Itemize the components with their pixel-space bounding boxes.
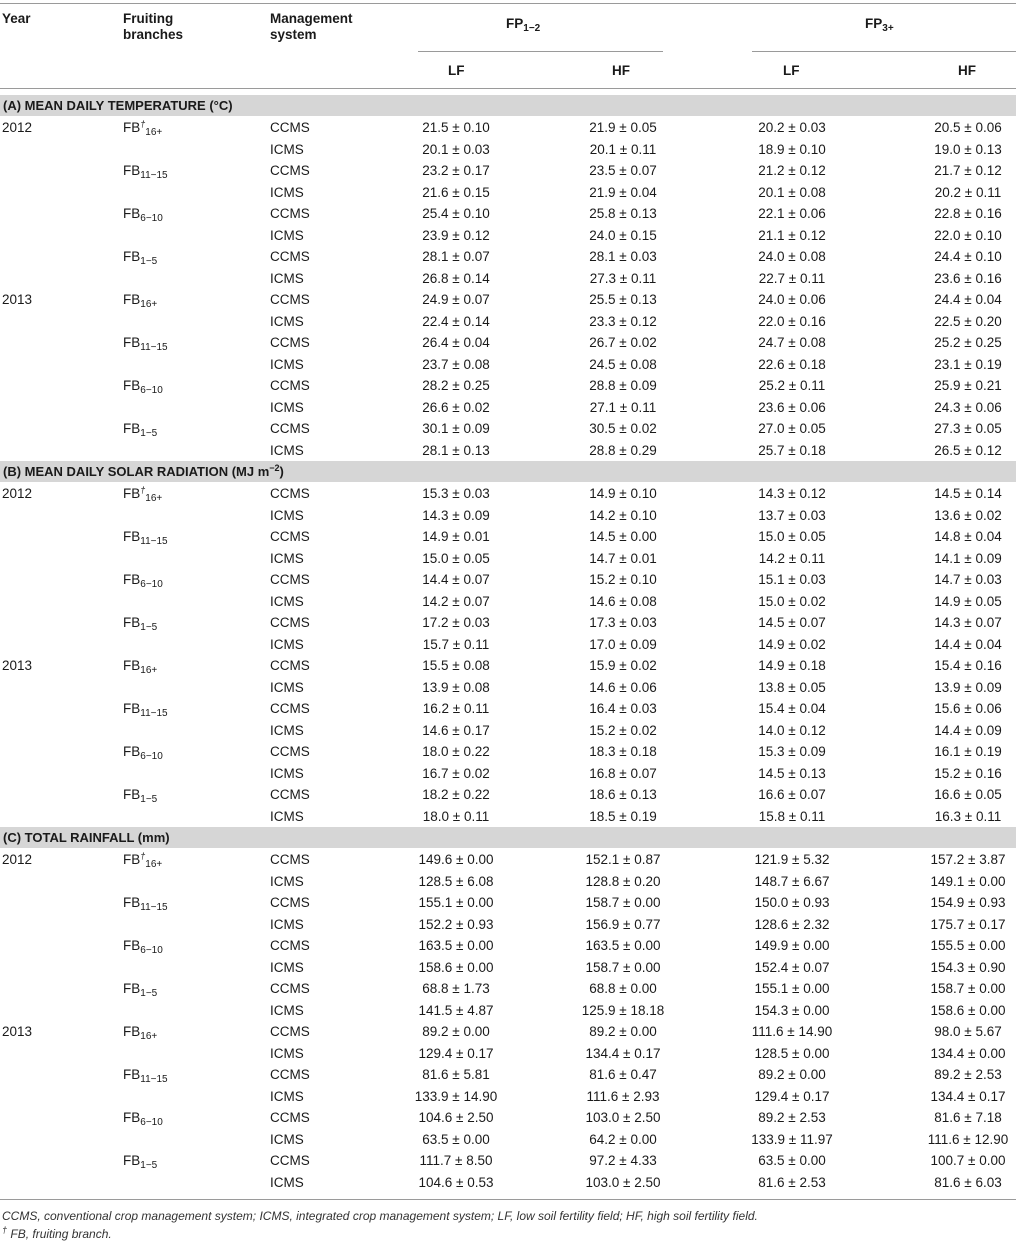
value-cell: 14.1 ± 0.09 [934, 550, 1002, 566]
value-cell: 24.7 ± 0.08 [758, 335, 826, 350]
value-cell: 21.5 ± 0.10 [422, 120, 490, 135]
value-cell: 14.4 ± 0.07 [422, 572, 490, 587]
fp12-header: $FP_{1-2}$ [506, 16, 541, 34]
management-system-cell: ICMS [270, 507, 304, 523]
value-cell: 27.3 ± 0.05 [934, 421, 1002, 436]
management-system-cell: CCMS [270, 615, 310, 630]
value-cell: 13.7 ± 0.03 [758, 507, 826, 523]
management-system-cell: ICMS [270, 1088, 304, 1104]
value-cell: 28.8 ± 0.09 [589, 378, 657, 393]
value-cell: 14.5 ± 0.00 [589, 529, 657, 544]
value-cell: 18.6 ± 0.13 [589, 787, 657, 802]
year-cell: 2013 [2, 658, 33, 673]
management-system-cell: CCMS [270, 1067, 310, 1082]
management-system-cell: CCMS [270, 938, 310, 953]
value-cell: 22.6 ± 0.18 [758, 356, 826, 372]
section-title: (C) TOTAL RAINFALL (mm) [3, 830, 170, 845]
management-system-cell: CCMS [270, 529, 310, 544]
fruiting-branch-cell: $FB_{1-5}$ [123, 787, 158, 805]
value-cell: 23.5 ± 0.07 [589, 163, 657, 178]
value-cell: 152.4 ± 0.07 [754, 959, 830, 975]
value-cell: 149.6 ± 0.00 [418, 852, 494, 867]
value-cell: 98.0 ± 5.67 [934, 1024, 1002, 1039]
value-cell: 89.2 ± 0.00 [758, 1067, 826, 1082]
value-cell: 13.9 ± 0.08 [422, 679, 490, 695]
fruiting-branch-cell: $FB_{6-10}$ [123, 1110, 163, 1128]
value-cell: 158.7 ± 0.00 [585, 895, 661, 910]
lf-header-2: LF [783, 63, 800, 78]
value-cell: 81.6 ± 2.53 [758, 1174, 826, 1190]
value-cell: 15.6 ± 0.06 [934, 701, 1002, 716]
value-cell: 28.1 ± 0.13 [422, 442, 490, 458]
section-header [0, 827, 1016, 848]
management-system-cell: ICMS [270, 1174, 304, 1190]
management-system-cell: CCMS [270, 701, 310, 716]
management-system-cell: CCMS [270, 852, 310, 867]
value-cell: 26.5 ± 0.12 [934, 442, 1002, 458]
value-cell: 128.6 ± 2.32 [754, 916, 830, 932]
bottom-rule [0, 1199, 1016, 1200]
fruiting-branch-cell: $FB_{11-15}$ [123, 1067, 168, 1085]
value-cell: 22.7 ± 0.11 [758, 270, 826, 286]
value-cell: 15.3 ± 0.03 [422, 486, 490, 501]
value-cell: 28.1 ± 0.07 [422, 249, 490, 264]
management-system-cell: ICMS [270, 550, 304, 566]
value-cell: 89.2 ± 0.00 [422, 1024, 490, 1039]
management-system-cell: ICMS [270, 313, 304, 329]
value-cell: 24.3 ± 0.06 [934, 399, 1002, 415]
lf-header-1: LF [448, 63, 465, 78]
value-cell: 13.6 ± 0.02 [934, 507, 1002, 523]
value-cell: 27.0 ± 0.05 [758, 421, 826, 436]
fruiting-branch-cell: $FB_{1-5}$ [123, 615, 158, 633]
value-cell: 14.6 ± 0.17 [422, 722, 490, 738]
fp12-underline [418, 51, 663, 52]
year-cell: 2012 [2, 486, 33, 501]
value-cell: 26.7 ± 0.02 [589, 335, 657, 350]
value-cell: 14.9 ± 0.05 [934, 593, 1002, 609]
footnote-fb: † FB, fruiting branch. [2, 1225, 112, 1241]
value-cell: 158.6 ± 0.00 [418, 959, 494, 975]
value-cell: 24.5 ± 0.08 [589, 356, 657, 372]
management-system-cell: ICMS [270, 227, 304, 243]
value-cell: 15.4 ± 0.16 [934, 658, 1002, 673]
value-cell: 155.5 ± 0.00 [930, 938, 1006, 953]
fruiting-branch-cell: $FB_{6-10}$ [123, 938, 163, 956]
management-system-cell: CCMS [270, 335, 310, 350]
value-cell: 14.7 ± 0.01 [589, 550, 657, 566]
header-rule [0, 88, 1016, 89]
management-system-cell: ICMS [270, 356, 304, 372]
management-system-cell: ICMS [270, 1045, 304, 1061]
management-system-cell: ICMS [270, 270, 304, 286]
management-system-header: Management system [270, 11, 353, 42]
fruiting-branch-cell: $FB^\dagger_{16+}$ [123, 851, 163, 870]
value-cell: 155.1 ± 0.00 [754, 981, 830, 996]
value-cell: 128.8 ± 0.20 [585, 873, 661, 889]
value-cell: 26.8 ± 0.14 [422, 270, 490, 286]
management-system-cell: CCMS [270, 163, 310, 178]
value-cell: 134.4 ± 0.17 [930, 1088, 1006, 1104]
management-system-cell: ICMS [270, 636, 304, 652]
value-cell: 26.6 ± 0.02 [422, 399, 490, 415]
management-system-cell: ICMS [270, 722, 304, 738]
value-cell: 22.0 ± 0.16 [758, 313, 826, 329]
fruiting-branch-cell: $FB^\dagger_{16+}$ [123, 119, 163, 138]
fruiting-branch-cell: $FB_{16+}$ [123, 658, 158, 676]
value-cell: 89.2 ± 2.53 [934, 1067, 1002, 1082]
value-cell: 14.0 ± 0.12 [758, 722, 826, 738]
management-system-cell: CCMS [270, 486, 310, 501]
value-cell: 22.8 ± 0.16 [934, 206, 1002, 221]
management-system-cell: CCMS [270, 787, 310, 802]
hf-header-1: HF [612, 63, 630, 78]
value-cell: 152.1 ± 0.87 [585, 852, 661, 867]
value-cell: 15.2 ± 0.02 [589, 722, 657, 738]
value-cell: 100.7 ± 0.00 [930, 1153, 1006, 1168]
value-cell: 23.7 ± 0.08 [422, 356, 490, 372]
value-cell: 152.2 ± 0.93 [418, 916, 494, 932]
fruiting-branch-cell: $FB_{1-5}$ [123, 1153, 158, 1171]
fp3-underline [752, 51, 1016, 52]
year-cell: 2012 [2, 852, 33, 867]
management-system-cell: ICMS [270, 679, 304, 695]
value-cell: 163.5 ± 0.00 [418, 938, 494, 953]
value-cell: 25.5 ± 0.13 [589, 292, 657, 307]
fruiting-branch-cell: $FB^\dagger_{16+}$ [123, 485, 163, 504]
value-cell: 26.4 ± 0.04 [422, 335, 490, 350]
value-cell: 81.6 ± 6.03 [934, 1174, 1002, 1190]
value-cell: 17.0 ± 0.09 [589, 636, 657, 652]
value-cell: 111.7 ± 8.50 [419, 1153, 493, 1168]
value-cell: 15.2 ± 0.16 [934, 765, 1002, 781]
value-cell: 25.4 ± 0.10 [422, 206, 490, 221]
value-cell: 18.9 ± 0.10 [758, 141, 826, 157]
value-cell: 97.2 ± 4.33 [589, 1153, 657, 1168]
value-cell: 14.7 ± 0.03 [934, 572, 1002, 587]
value-cell: 154.3 ± 0.00 [754, 1002, 830, 1018]
management-system-cell: ICMS [270, 141, 304, 157]
management-system-cell: ICMS [270, 808, 304, 824]
value-cell: 20.1 ± 0.03 [422, 141, 490, 157]
management-system-cell: ICMS [270, 399, 304, 415]
value-cell: 15.2 ± 0.10 [589, 572, 657, 587]
value-cell: 128.5 ± 6.08 [418, 873, 494, 889]
value-cell: 133.9 ± 11.97 [751, 1131, 833, 1147]
value-cell: 141.5 ± 4.87 [418, 1002, 494, 1018]
value-cell: 16.7 ± 0.02 [422, 765, 490, 781]
fruiting-branch-cell: $FB_{16+}$ [123, 292, 158, 310]
value-cell: 20.2 ± 0.03 [758, 120, 826, 135]
value-cell: 18.0 ± 0.22 [422, 744, 490, 759]
value-cell: 15.0 ± 0.02 [758, 593, 826, 609]
value-cell: 21.6 ± 0.15 [422, 184, 490, 200]
management-system-cell: ICMS [270, 184, 304, 200]
value-cell: 15.9 ± 0.02 [589, 658, 657, 673]
value-cell: 30.5 ± 0.02 [589, 421, 657, 436]
value-cell: 15.7 ± 0.11 [422, 636, 490, 652]
value-cell: 13.8 ± 0.05 [758, 679, 826, 695]
value-cell: 134.4 ± 0.00 [930, 1045, 1006, 1061]
value-cell: 16.3 ± 0.11 [934, 808, 1002, 824]
value-cell: 21.2 ± 0.12 [758, 163, 826, 178]
value-cell: 22.0 ± 0.10 [934, 227, 1002, 243]
value-cell: 15.5 ± 0.08 [422, 658, 490, 673]
value-cell: 154.9 ± 0.93 [930, 895, 1006, 910]
value-cell: 23.6 ± 0.06 [758, 399, 826, 415]
year-cell: 2013 [2, 292, 33, 307]
hf-header-2: HF [958, 63, 976, 78]
value-cell: 16.8 ± 0.07 [589, 765, 657, 781]
section-title: (A) MEAN DAILY TEMPERATURE (°C) [3, 98, 233, 113]
value-cell: 22.4 ± 0.14 [422, 313, 490, 329]
value-cell: 14.3 ± 0.07 [934, 615, 1002, 630]
management-system-cell: CCMS [270, 895, 310, 910]
value-cell: 14.4 ± 0.04 [934, 636, 1002, 652]
management-system-cell: CCMS [270, 421, 310, 436]
management-system-cell: ICMS [270, 1131, 304, 1147]
value-cell: 18.2 ± 0.22 [422, 787, 490, 802]
value-cell: 103.0 ± 2.50 [585, 1110, 661, 1125]
value-cell: 17.2 ± 0.03 [422, 615, 490, 630]
value-cell: 16.6 ± 0.07 [758, 787, 826, 802]
value-cell: 154.3 ± 0.90 [930, 959, 1006, 975]
value-cell: 14.2 ± 0.07 [422, 593, 490, 609]
value-cell: 18.0 ± 0.11 [422, 808, 490, 824]
value-cell: 21.9 ± 0.05 [589, 120, 657, 135]
value-cell: 21.9 ± 0.04 [589, 184, 657, 200]
value-cell: 23.1 ± 0.19 [934, 356, 1002, 372]
value-cell: 14.3 ± 0.09 [422, 507, 490, 523]
value-cell: 121.9 ± 5.32 [754, 852, 830, 867]
management-system-cell: ICMS [270, 593, 304, 609]
value-cell: 14.6 ± 0.06 [589, 679, 657, 695]
value-cell: 15.1 ± 0.03 [758, 572, 826, 587]
management-system-cell: CCMS [270, 249, 310, 264]
value-cell: 158.7 ± 0.00 [585, 959, 661, 975]
management-system-cell: CCMS [270, 744, 310, 759]
section-title: (B) MEAN DAILY SOLAR RADIATION (MJ $m^{-2}$) [3, 463, 284, 479]
value-cell: 68.8 ± 0.00 [589, 981, 657, 996]
value-cell: 111.6 ± 2.93 [586, 1088, 660, 1104]
management-system-cell: CCMS [270, 292, 310, 307]
value-cell: 23.9 ± 0.12 [422, 227, 490, 243]
management-system-cell: ICMS [270, 442, 304, 458]
fruiting-branch-cell: $FB_{6-10}$ [123, 744, 163, 762]
management-system-cell: CCMS [270, 120, 310, 135]
management-system-cell: CCMS [270, 1110, 310, 1125]
management-system-cell: CCMS [270, 1024, 310, 1039]
value-cell: 21.1 ± 0.12 [758, 227, 826, 243]
fruiting-branch-cell: $FB_{11-15}$ [123, 335, 168, 353]
value-cell: 14.6 ± 0.08 [589, 593, 657, 609]
management-system-cell: CCMS [270, 572, 310, 587]
value-cell: 15.0 ± 0.05 [758, 529, 826, 544]
value-cell: 20.1 ± 0.08 [758, 184, 826, 200]
value-cell: 23.3 ± 0.12 [589, 313, 657, 329]
value-cell: 24.9 ± 0.07 [422, 292, 490, 307]
top-rule [0, 3, 1016, 4]
value-cell: 25.8 ± 0.13 [589, 206, 657, 221]
value-cell: 133.9 ± 14.90 [414, 1088, 498, 1104]
value-cell: 27.3 ± 0.11 [589, 270, 657, 286]
value-cell: 28.1 ± 0.03 [589, 249, 657, 264]
value-cell: 23.2 ± 0.17 [422, 163, 490, 178]
value-cell: 24.0 ± 0.15 [589, 227, 657, 243]
value-cell: 24.4 ± 0.10 [934, 249, 1002, 264]
value-cell: 14.5 ± 0.14 [934, 486, 1002, 501]
value-cell: 21.7 ± 0.12 [934, 163, 1002, 178]
value-cell: 158.6 ± 0.00 [930, 1002, 1006, 1018]
value-cell: 25.9 ± 0.21 [934, 378, 1002, 393]
fruiting-branch-cell: $FB_{11-15}$ [123, 163, 168, 181]
fruiting-branch-cell: $FB_{1-5}$ [123, 421, 158, 439]
fruiting-branches-header: Fruiting branches [123, 11, 184, 42]
value-cell: 111.6 ± 12.90 [927, 1131, 1009, 1147]
value-cell: 68.8 ± 1.73 [422, 981, 490, 996]
value-cell: 13.9 ± 0.09 [934, 679, 1002, 695]
value-cell: 30.1 ± 0.09 [422, 421, 490, 436]
value-cell: 16.4 ± 0.03 [589, 701, 657, 716]
value-cell: 14.2 ± 0.11 [758, 550, 826, 566]
value-cell: 158.7 ± 0.00 [930, 981, 1006, 996]
management-system-cell: ICMS [270, 959, 304, 975]
value-cell: 22.5 ± 0.20 [934, 313, 1002, 329]
value-cell: 24.0 ± 0.06 [758, 292, 826, 307]
year-cell: 2012 [2, 120, 33, 135]
fruiting-branch-cell: $FB_{6-10}$ [123, 378, 163, 396]
value-cell: 81.6 ± 7.18 [934, 1110, 1002, 1125]
value-cell: 89.2 ± 0.00 [589, 1024, 657, 1039]
value-cell: 28.2 ± 0.25 [422, 378, 490, 393]
management-system-cell: CCMS [270, 658, 310, 673]
value-cell: 14.2 ± 0.10 [589, 507, 657, 523]
value-cell: 25.2 ± 0.11 [758, 378, 826, 393]
value-cell: 149.1 ± 0.00 [930, 873, 1006, 889]
value-cell: 15.3 ± 0.09 [758, 744, 826, 759]
value-cell: 129.4 ± 0.17 [418, 1045, 494, 1061]
value-cell: 128.5 ± 0.00 [754, 1045, 830, 1061]
value-cell: 28.8 ± 0.29 [589, 442, 657, 458]
year-cell: 2013 [2, 1024, 33, 1039]
year-header: Year [2, 11, 31, 26]
value-cell: 18.3 ± 0.18 [589, 744, 657, 759]
fruiting-branch-cell: $FB_{11-15}$ [123, 701, 168, 719]
value-cell: 63.5 ± 0.00 [422, 1131, 490, 1147]
management-system-cell: ICMS [270, 916, 304, 932]
fruiting-branch-cell: $FB_{1-5}$ [123, 981, 158, 999]
value-cell: 89.2 ± 2.53 [758, 1110, 826, 1125]
value-cell: 63.5 ± 0.00 [758, 1153, 826, 1168]
value-cell: 150.0 ± 0.93 [754, 895, 830, 910]
value-cell: 103.0 ± 2.50 [585, 1174, 661, 1190]
value-cell: 129.4 ± 0.17 [754, 1088, 830, 1104]
value-cell: 16.1 ± 0.19 [934, 744, 1002, 759]
value-cell: 16.2 ± 0.11 [422, 701, 490, 716]
value-cell: 25.7 ± 0.18 [758, 442, 826, 458]
value-cell: 14.9 ± 0.02 [758, 636, 826, 652]
value-cell: 14.3 ± 0.12 [758, 486, 826, 501]
value-cell: 149.9 ± 0.00 [754, 938, 830, 953]
management-system-cell: CCMS [270, 378, 310, 393]
value-cell: 14.4 ± 0.09 [934, 722, 1002, 738]
value-cell: 104.6 ± 0.53 [418, 1174, 494, 1190]
fruiting-branch-cell: $FB_{1-5}$ [123, 249, 158, 267]
value-cell: 19.0 ± 0.13 [934, 141, 1002, 157]
value-cell: 14.9 ± 0.18 [758, 658, 826, 673]
value-cell: 104.6 ± 2.50 [418, 1110, 494, 1125]
fruiting-branch-cell: $FB_{11-15}$ [123, 895, 168, 913]
value-cell: 20.5 ± 0.06 [934, 120, 1002, 135]
management-system-cell: CCMS [270, 1153, 310, 1168]
value-cell: 175.7 ± 0.17 [930, 916, 1006, 932]
value-cell: 17.3 ± 0.03 [589, 615, 657, 630]
value-cell: 24.0 ± 0.08 [758, 249, 826, 264]
value-cell: 20.2 ± 0.11 [934, 184, 1002, 200]
value-cell: 156.9 ± 0.77 [585, 916, 661, 932]
value-cell: 23.6 ± 0.16 [934, 270, 1002, 286]
value-cell: 81.6 ± 0.47 [589, 1067, 657, 1082]
value-cell: 16.6 ± 0.05 [934, 787, 1002, 802]
value-cell: 14.9 ± 0.10 [589, 486, 657, 501]
value-cell: 15.8 ± 0.11 [758, 808, 826, 824]
fruiting-branch-cell: $FB_{6-10}$ [123, 206, 163, 224]
management-system-cell: ICMS [270, 873, 304, 889]
management-system-cell: CCMS [270, 981, 310, 996]
value-cell: 163.5 ± 0.00 [585, 938, 661, 953]
management-system-cell: ICMS [270, 1002, 304, 1018]
fruiting-branch-cell: $FB_{11-15}$ [123, 529, 168, 547]
value-cell: 24.4 ± 0.04 [934, 292, 1002, 307]
section-header [0, 461, 1016, 482]
value-cell: 18.5 ± 0.19 [589, 808, 657, 824]
value-cell: 155.1 ± 0.00 [418, 895, 494, 910]
management-system-cell: CCMS [270, 206, 310, 221]
value-cell: 125.9 ± 18.18 [581, 1002, 665, 1018]
value-cell: 25.2 ± 0.25 [934, 335, 1002, 350]
section-header [0, 95, 1016, 116]
value-cell: 22.1 ± 0.06 [758, 206, 826, 221]
value-cell: 14.5 ± 0.07 [758, 615, 826, 630]
value-cell: 14.8 ± 0.04 [934, 529, 1002, 544]
fruiting-branch-cell: $FB_{6-10}$ [123, 572, 163, 590]
value-cell: 148.7 ± 6.67 [754, 873, 830, 889]
value-cell: 111.6 ± 14.90 [751, 1024, 833, 1039]
fp3-header: $FP_{3+}$ [865, 16, 894, 34]
fruiting-branch-cell: $FB_{16+}$ [123, 1024, 158, 1042]
value-cell: 14.5 ± 0.13 [758, 765, 826, 781]
value-cell: 27.1 ± 0.11 [589, 399, 657, 415]
value-cell: 157.2 ± 3.87 [930, 852, 1006, 867]
value-cell: 64.2 ± 0.00 [589, 1131, 657, 1147]
management-system-cell: ICMS [270, 765, 304, 781]
footnote-abbreviations: CCMS, conventional crop management system; ICMS, integrated crop management system; LF, low soil fertility field; HF, high soil fertility field. [2, 1209, 758, 1223]
value-cell: 20.1 ± 0.11 [589, 141, 657, 157]
value-cell: 14.9 ± 0.01 [422, 529, 490, 544]
value-cell: 15.0 ± 0.05 [422, 550, 490, 566]
value-cell: 81.6 ± 5.81 [422, 1067, 490, 1082]
value-cell: 15.4 ± 0.04 [758, 701, 826, 716]
value-cell: 134.4 ± 0.17 [585, 1045, 661, 1061]
